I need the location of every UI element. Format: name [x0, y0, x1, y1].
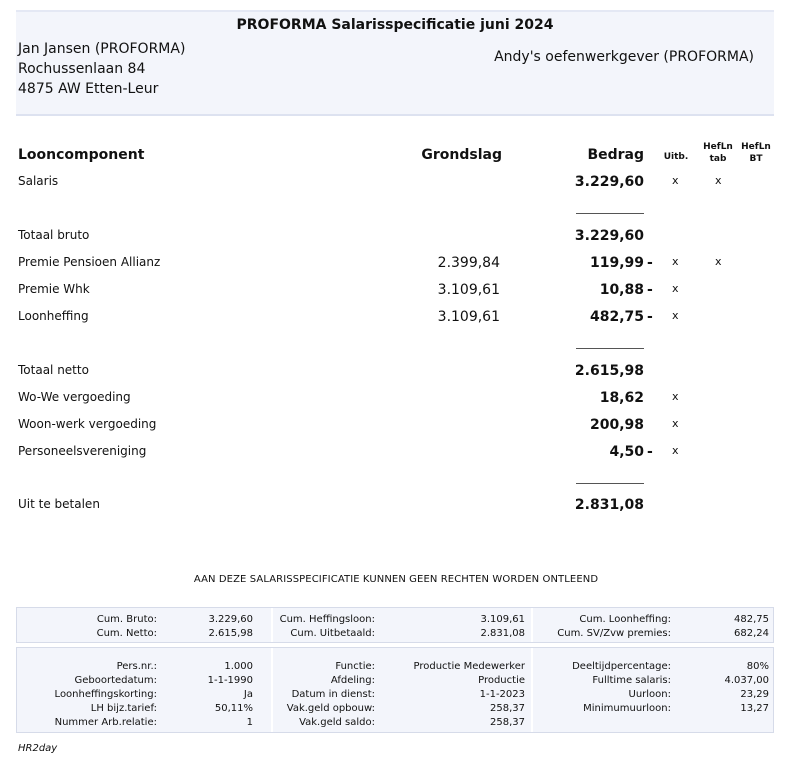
row-label: Salaris — [18, 174, 59, 188]
detail-label: Fulltime salaris: — [592, 675, 671, 686]
row-amount: 4,50 — [609, 444, 644, 460]
subtotal-line — [576, 483, 644, 484]
detail-label: Geboortedatum: — [74, 675, 157, 686]
disclaimer-notice: AAN DEZE SALARISSPECIFICATIE KUNNEN GEEN RECHTEN WORDEN ONTLEEND — [193, 574, 599, 585]
employee-street: Rochussenlaan 84 — [18, 61, 146, 77]
payslip-header — [16, 10, 774, 116]
table-row — [0, 390, 792, 410]
detail-label: Minimumuurloon: — [583, 703, 671, 714]
detail-label: Pers.nr.: — [116, 661, 157, 672]
row-amount: 3.229,60 — [574, 174, 644, 190]
page-title: PROFORMA Salarisspecificatie juni 2024 — [236, 17, 554, 33]
column-header-hefln-bt: HefLn BT — [741, 142, 771, 164]
cum-value: 3.229,60 — [208, 614, 253, 625]
cum-value: 482,75 — [734, 614, 769, 625]
row-negative-sign: - — [647, 255, 653, 271]
table-row — [0, 417, 792, 437]
table-row — [0, 174, 792, 194]
row-uitb-mark: x — [672, 282, 679, 295]
detail-label: Datum in dienst: — [291, 689, 375, 700]
detail-label: Uurloon: — [628, 689, 671, 700]
detail-value: 50,11% — [214, 703, 253, 714]
detail-label: Loonheffingskorting: — [54, 689, 157, 700]
row-base: 3.109,61 — [437, 282, 500, 298]
column-divider — [531, 648, 533, 732]
detail-value: 1.000 — [224, 661, 253, 672]
detail-value: 13,27 — [740, 703, 769, 714]
row-uitb-mark: x — [672, 309, 679, 322]
cum-value: 682,24 — [734, 628, 769, 639]
column-divider — [271, 648, 273, 732]
column-header-component: Looncomponent — [18, 147, 145, 163]
column-header-amount: Bedrag — [587, 147, 644, 163]
column-divider — [271, 608, 273, 642]
row-hefln-tab-mark: x — [715, 255, 722, 268]
table-row — [0, 282, 792, 302]
column-header-uitb: Uitb. — [663, 152, 689, 162]
row-label: Totaal bruto — [18, 228, 90, 242]
employee-details-box — [16, 647, 774, 733]
detail-value: Ja — [243, 689, 253, 700]
row-base: 2.399,84 — [437, 255, 500, 271]
cum-label: Cum. Loonheffing: — [579, 614, 671, 625]
cum-label: Cum. Uitbetaald: — [290, 628, 375, 639]
row-label: Personeelsvereniging — [18, 444, 147, 458]
column-header-hefln-tab: HefLn tab — [703, 142, 733, 164]
row-negative-sign: - — [647, 282, 653, 298]
row-label: Woon-werk vergoeding — [18, 417, 157, 431]
table-row — [0, 309, 792, 329]
employer-name: Andy's oefenwerkgever (PROFORMA) — [494, 49, 754, 65]
detail-value: 23,29 — [740, 689, 769, 700]
detail-value: 1-1-2023 — [479, 689, 525, 700]
cum-value: 2.831,08 — [480, 628, 525, 639]
detail-label: Vak.geld saldo: — [299, 717, 375, 728]
detail-value: Productie Medewerker — [413, 661, 525, 672]
detail-value: 80% — [746, 661, 769, 672]
detail-value: 1 — [246, 717, 253, 728]
detail-label: Vak.geld opbouw: — [286, 703, 375, 714]
cum-value: 3.109,61 — [480, 614, 525, 625]
detail-label: Afdeling: — [330, 675, 375, 686]
detail-value: 258,37 — [490, 703, 525, 714]
employee-address — [18, 39, 185, 99]
row-negative-sign: - — [647, 309, 653, 325]
row-uitb-mark: x — [672, 390, 679, 403]
detail-value: 258,37 — [490, 717, 525, 728]
table-row — [0, 444, 792, 464]
detail-label: Functie: — [335, 661, 375, 672]
table-row — [0, 497, 792, 517]
row-label: Premie Whk — [18, 282, 90, 296]
row-label: Wo-We vergoeding — [18, 390, 131, 404]
detail-label: Nummer Arb.relatie: — [54, 717, 157, 728]
row-label: Totaal netto — [18, 363, 89, 377]
row-uitb-mark: x — [672, 255, 679, 268]
cum-label: Cum. Heffingsloon: — [279, 614, 375, 625]
detail-value: 1-1-1990 — [207, 675, 253, 686]
cum-value: 2.615,98 — [208, 628, 253, 639]
detail-label: Deeltijdpercentage: — [572, 661, 671, 672]
table-row — [0, 228, 792, 248]
footer-brand: HR2day — [18, 743, 58, 754]
cum-label: Cum. Netto: — [96, 628, 157, 639]
subtotal-line — [576, 213, 644, 214]
row-amount: 3.229,60 — [574, 228, 644, 244]
row-uitb-mark: x — [672, 174, 679, 187]
row-amount: 119,99 — [589, 255, 644, 271]
column-divider — [531, 608, 533, 642]
row-uitb-mark: x — [672, 444, 679, 457]
column-header-base: Grondslag — [421, 147, 502, 163]
row-uitb-mark: x — [672, 417, 679, 430]
table-row — [0, 363, 792, 383]
row-label: Premie Pensioen Allianz — [18, 255, 161, 269]
row-label: Loonheffing — [18, 309, 89, 323]
subtotal-line — [576, 348, 644, 349]
row-amount: 2.831,08 — [574, 497, 644, 513]
cum-label: Cum. SV/Zvw premies: — [557, 628, 671, 639]
row-amount: 200,98 — [589, 417, 644, 433]
cum-label: Cum. Bruto: — [96, 614, 157, 625]
row-amount: 482,75 — [589, 309, 644, 325]
employee-city: 4875 AW Etten-Leur — [18, 81, 159, 97]
detail-value: Productie — [478, 675, 525, 686]
row-base: 3.109,61 — [437, 309, 500, 325]
employee-name: Jan Jansen (PROFORMA) — [18, 41, 186, 57]
detail-label: LH bijz.tarief: — [90, 703, 157, 714]
row-amount: 10,88 — [599, 282, 644, 298]
detail-value: 4.037,00 — [724, 675, 769, 686]
row-hefln-tab-mark: x — [715, 174, 722, 187]
row-label: Uit te betalen — [18, 497, 100, 511]
cumulatives-box — [16, 607, 774, 643]
row-negative-sign: - — [647, 444, 653, 460]
table-row — [0, 255, 792, 275]
row-amount: 18,62 — [599, 390, 644, 406]
row-amount: 2.615,98 — [574, 363, 644, 379]
